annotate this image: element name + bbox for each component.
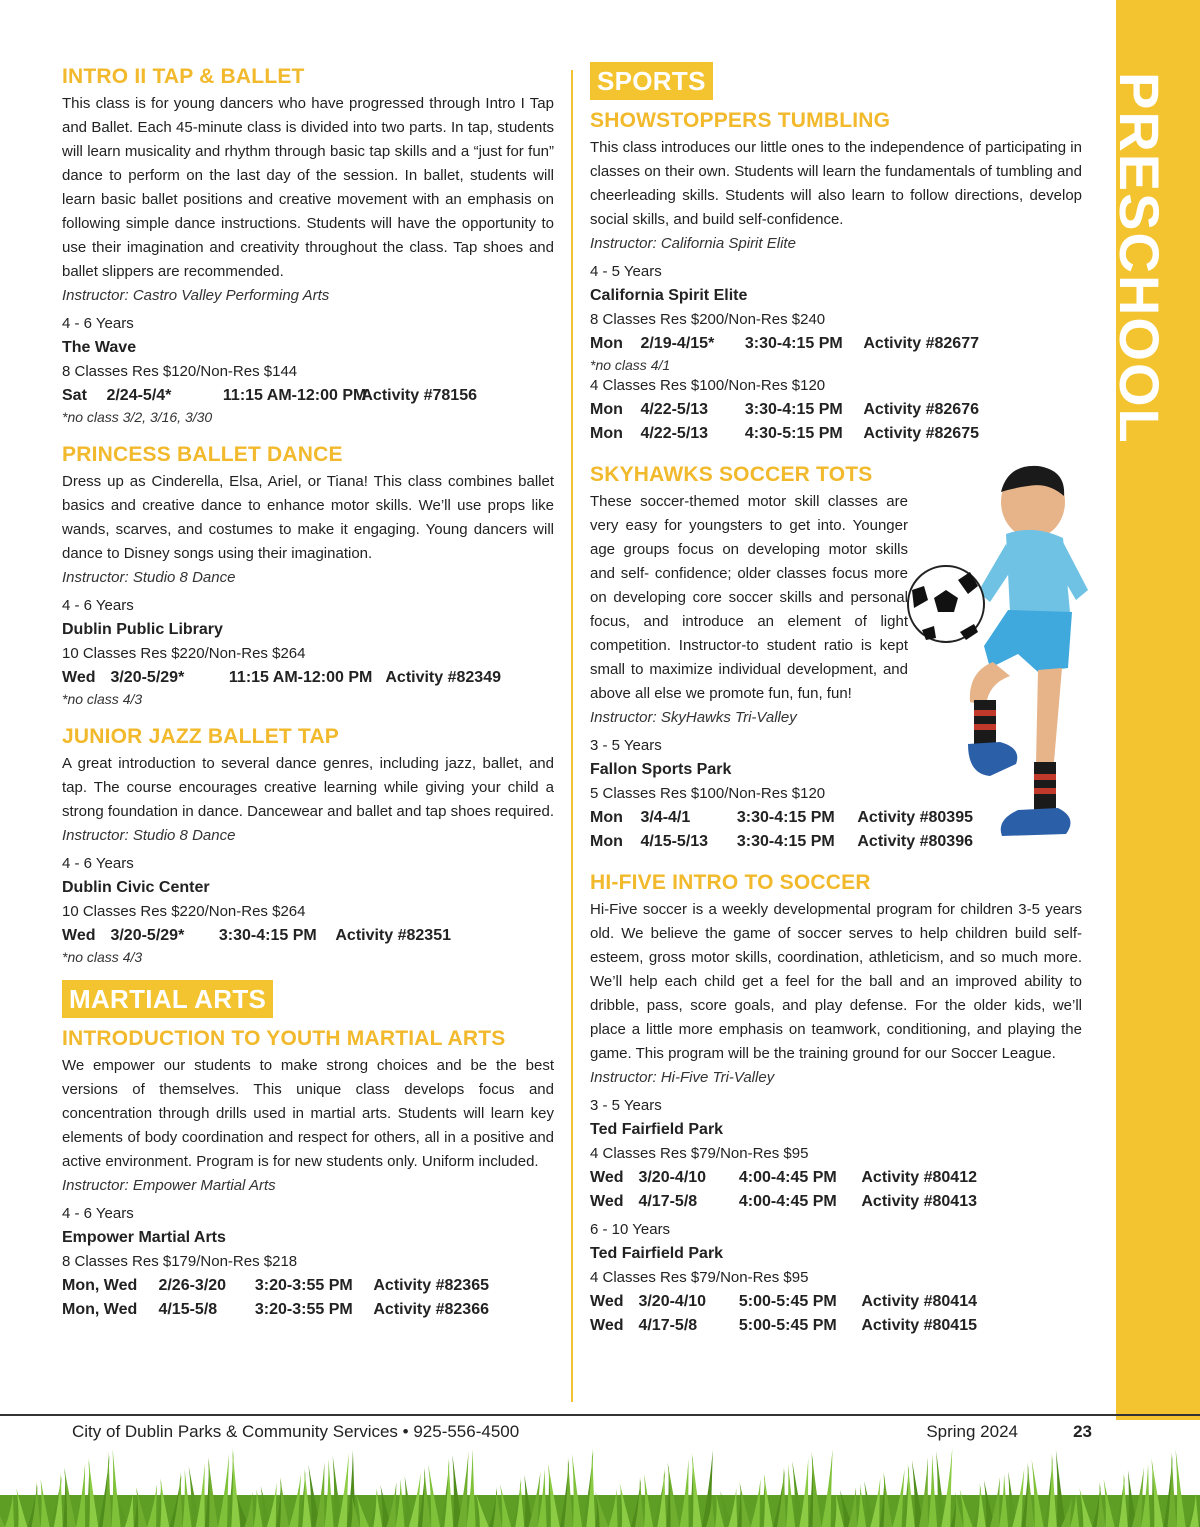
grass-blade: [325, 1459, 334, 1527]
instructor: Instructor: Hi-Five Tri-Valley: [590, 1069, 775, 1086]
dates: 4/17-5/8: [638, 1193, 698, 1210]
footer-rule: [0, 1414, 1200, 1416]
time: 3:20-3:55 PM: [254, 1277, 353, 1294]
class-title: SHOWSTOPPERS TUMBLING: [590, 109, 891, 132]
class-title: JUNIOR JAZZ BALLET TAP: [62, 725, 340, 748]
fee: 8 Classes Res $179/Non-Res $218: [62, 1253, 298, 1270]
day: Mon: [590, 833, 623, 850]
location: Dublin Public Library: [62, 621, 223, 638]
time: 11:15 AM-12:00 PM: [222, 387, 367, 404]
day: Wed: [590, 1169, 624, 1186]
day: Mon: [590, 425, 623, 442]
column-divider: [571, 70, 573, 1402]
location: Dublin Civic Center: [62, 879, 210, 896]
age-range: 3 - 5 Years: [590, 737, 662, 754]
schedule-row: [62, 1274, 554, 1298]
day: Mon: [590, 809, 623, 826]
child-leg-right: [1036, 668, 1062, 762]
day: Wed: [590, 1317, 624, 1334]
schedule-row: [62, 924, 554, 948]
location: Ted Fairfield Park: [590, 1121, 724, 1138]
schedule-row: [62, 384, 554, 408]
note: *no class 3/2, 3/16, 3/30: [62, 409, 213, 425]
dates: 3/20-4/10: [638, 1169, 707, 1186]
dates: 4/22-5/13: [640, 425, 709, 442]
dates: 4/15-5/13: [640, 833, 709, 850]
time: 3:30-4:15 PM: [736, 809, 835, 826]
dates: 4/17-5/8: [638, 1317, 698, 1334]
class-intro-tap-ballet: [62, 62, 554, 426]
time: 3:30-4:15 PM: [218, 927, 317, 944]
activity-number: Activity #82365: [373, 1277, 489, 1294]
fee: 8 Classes Res $200/Non-Res $240: [590, 311, 826, 328]
class-hi-five-soccer: [590, 868, 1082, 1338]
sock-stripe: [974, 724, 996, 730]
section-label-sports: SPORTS: [590, 62, 713, 100]
section-label-martial-arts: MARTIAL ARTS: [62, 980, 273, 1018]
class-youth-martial-arts: [62, 1024, 554, 1322]
time: 3:30-4:15 PM: [744, 335, 843, 352]
schedule-row: [62, 666, 554, 690]
instructor: Instructor: Studio 8 Dance: [62, 569, 236, 586]
time: 4:00-4:45 PM: [738, 1169, 837, 1186]
activity-number: Activity #80412: [861, 1169, 977, 1186]
schedule-row: [590, 398, 1082, 422]
location: The Wave: [62, 339, 137, 356]
day: Sat: [62, 387, 87, 404]
location: California Spirit Elite: [590, 287, 748, 304]
class-title: HI-FIVE INTRO TO SOCCER: [590, 871, 871, 894]
dates: 3/20-5/29*: [110, 927, 185, 944]
location: Empower Martial Arts: [62, 1229, 226, 1246]
class-junior-jazz: [62, 722, 554, 966]
class-title: PRINCESS BALLET DANCE: [62, 443, 343, 466]
grass-blade: [112, 1449, 121, 1527]
activity-number: Activity #82675: [863, 425, 979, 442]
schedule-row: [590, 1314, 1082, 1338]
grass-blade: [564, 1457, 573, 1527]
class-title: INTRO II TAP & BALLET: [62, 65, 305, 88]
time: 3:30-4:15 PM: [744, 401, 843, 418]
dates: 2/19-4/15*: [640, 335, 715, 352]
age-range: 4 - 6 Years: [62, 315, 134, 332]
instructor: Instructor: Empower Martial Arts: [62, 1177, 276, 1194]
schedule-row: [590, 1190, 1082, 1214]
day: Mon: [590, 401, 623, 418]
activity-number: Activity #80415: [861, 1317, 977, 1334]
note: *no class 4/3: [62, 949, 143, 965]
activity-number: Activity #82366: [373, 1301, 489, 1318]
footer-organization: City of Dublin Parks & Community Services • 925-556-4500: [72, 1422, 520, 1441]
sock-stripe: [1034, 774, 1056, 780]
grass-blades: [0, 1448, 1200, 1527]
instructor: Instructor: California Spirit Elite: [590, 235, 796, 252]
time: 3:20-3:55 PM: [254, 1301, 353, 1318]
location: Ted Fairfield Park: [590, 1245, 724, 1262]
child-soccer-photo: [898, 462, 1108, 852]
age-range: 3 - 5 Years: [590, 1097, 662, 1114]
left-column: [62, 62, 554, 1336]
time: 3:30-4:15 PM: [736, 833, 835, 850]
location: Fallon Sports Park: [590, 761, 732, 778]
page-number: 23: [1073, 1422, 1092, 1441]
schedule-row: [590, 1290, 1082, 1314]
activity-number: Activity #82676: [863, 401, 979, 418]
class-description: We empower our students to make strong choices and be the best versions of themselves. This unique class develops focus and concentration through drills used in martial arts. Students will learn key elements of body coordination and respect for others, all in a positive and active environment. Program is for new students only. Uniform included.: [62, 1057, 554, 1170]
activity-number: Activity #82351: [335, 927, 451, 944]
fee: 10 Classes Res $220/Non-Res $264: [62, 645, 306, 662]
activity-number: Activity #78156: [361, 387, 477, 404]
day: Mon, Wed: [62, 1301, 138, 1318]
time: 11:15 AM-12:00 PM: [228, 669, 373, 686]
class-description: These soccer-themed motor skill classes are very easy for youngsters to get into. Younger age groups focus on developing motor skills and self- confidence; older classes focus more on developing core soccer skills and personal focus, and introduce an element of light competition. Instructor-to student ratio is kept small to maximize individual development, and above all else we promote fun, fun, fun!: [590, 493, 908, 702]
day: Wed: [590, 1293, 624, 1310]
day: Mon: [590, 335, 623, 352]
instructor: Instructor: Castro Valley Performing Arts: [62, 287, 330, 304]
activity-number: Activity #82677: [863, 335, 979, 352]
schedule-row: [62, 1298, 554, 1322]
class-description: Dress up as Cinderella, Elsa, Ariel, or Tiana! This class combines ballet basics and creative dance to enhance motor skills. We’ll use props like wands, scarves, and costumes to make it engaging. Young dancers will dance to Disney songs using their imagination.: [62, 473, 554, 562]
child-sock-left: [974, 700, 996, 746]
class-description: A great introduction to several dance genres, including jazz, ballet, and tap. The course encourages creative learning while giving your child a strong foundation in dance. Dancewear and ballet and tap shoes required.: [62, 755, 555, 820]
grass-blade: [928, 1454, 937, 1527]
dates: 3/4-4/1: [640, 809, 691, 826]
schedule-row: [590, 1166, 1082, 1190]
activity-number: Activity #80414: [861, 1293, 977, 1310]
dates: 2/24-5/4*: [106, 387, 172, 404]
class-title: INTRODUCTION TO YOUTH MARTIAL ARTS: [62, 1027, 506, 1050]
activity-number: Activity #80396: [857, 833, 973, 850]
dates: 3/20-4/10: [638, 1293, 707, 1310]
activity-number: Activity #82349: [385, 669, 501, 686]
child-shorts: [984, 610, 1072, 672]
age-range: 4 - 6 Years: [62, 855, 134, 872]
class-showstoppers-tumbling: [590, 106, 1082, 446]
schedule-row: [590, 332, 1082, 356]
activity-number: Activity #80413: [861, 1193, 977, 1210]
activity-number: Activity #80395: [857, 809, 973, 826]
class-title: SKYHAWKS SOCCER TOTS: [590, 463, 873, 486]
class-description: This class is for young dancers who have progressed through Intro I Tap and Ballet. Each 45-minute class is divided into two parts. In tap, students will learn musicality and rhythm through basic tap skills and a “just for fun” dance to perform on the last day of the session. In ballet, students will learn basic ballet positions and creative movement with an emphasis on following simple dance instructions. Students will have the opportunity to use their imagination and creativity throughout the class. Tap shoes and ballet slippers are recommended.: [62, 95, 554, 280]
sock-stripe: [974, 710, 996, 716]
note: *no class 4/3: [62, 691, 143, 707]
section-side-tab: [1108, 0, 1200, 1420]
day: Wed: [62, 669, 96, 686]
fee: 4 Classes Res $79/Non-Res $95: [590, 1145, 809, 1162]
time: 4:00-4:45 PM: [738, 1193, 837, 1210]
dates: 4/15-5/8: [158, 1301, 218, 1318]
time: 4:30-5:15 PM: [744, 425, 843, 442]
fee: 4 Classes Res $79/Non-Res $95: [590, 1269, 809, 1286]
sock-stripe: [1034, 788, 1056, 794]
instructor: Instructor: Studio 8 Dance: [62, 827, 236, 844]
grass-blade: [1168, 1452, 1177, 1527]
fee: 10 Classes Res $220/Non-Res $264: [62, 903, 306, 920]
grass-blade: [444, 1458, 453, 1527]
time: 5:00-5:45 PM: [738, 1293, 837, 1310]
note: *no class 4/1: [590, 357, 671, 373]
age-range: 4 - 5 Years: [590, 263, 662, 280]
dates: 2/26-3/20: [158, 1277, 227, 1294]
child-shoe-left: [968, 742, 1017, 776]
class-description: Hi-Five soccer is a weekly developmental program for children 3-5 years old. We believe the game of soccer serves to help children build self-esteem, gross motor skills, coordination, athleticism, and so much more. We’ll help each child get a feel for the ball and an improved ability to dribble, pass, score goals, and play defense. For the older kids, we’ll place a little more emphasis on teamwork, conditioning, and playing the game. This program will be the training ground for our Soccer League.: [590, 901, 1082, 1062]
time: 5:00-5:45 PM: [738, 1317, 837, 1334]
instructor: Instructor: SkyHawks Tri-Valley: [590, 709, 797, 726]
schedule-row: [590, 422, 1082, 446]
fee: 8 Classes Res $120/Non-Res $144: [62, 363, 298, 380]
age-range: 4 - 6 Years: [62, 597, 134, 614]
grass-decoration: [0, 1440, 1200, 1527]
class-princess-ballet: [62, 440, 554, 708]
day: Mon, Wed: [62, 1277, 138, 1294]
fee: 5 Classes Res $100/Non-Res $120: [590, 785, 826, 802]
child-sock-right: [1034, 762, 1056, 812]
footer-season: Spring 2024: [926, 1422, 1018, 1441]
fee: 4 Classes Res $100/Non-Res $120: [590, 377, 826, 394]
class-description: This class introduces our little ones to the independence of participating in classes on their own. Students will learn the fundamentals of tumbling and cheerleading skills. Students will also learn to follow directions, develop social skills, and build self-confidence.: [590, 139, 1082, 228]
dates: 4/22-5/13: [640, 401, 709, 418]
age-range: 6 - 10 Years: [590, 1221, 671, 1238]
child-shoe-right: [1001, 808, 1071, 836]
side-tab-label: PRESCHOOL: [1108, 72, 1171, 445]
dates: 3/20-5/29*: [110, 669, 185, 686]
day: Wed: [62, 927, 96, 944]
day: Wed: [590, 1193, 624, 1210]
grass-blade: [1048, 1453, 1057, 1527]
child-leg-left: [970, 662, 1010, 706]
age-range: 4 - 6 Years: [62, 1205, 134, 1222]
